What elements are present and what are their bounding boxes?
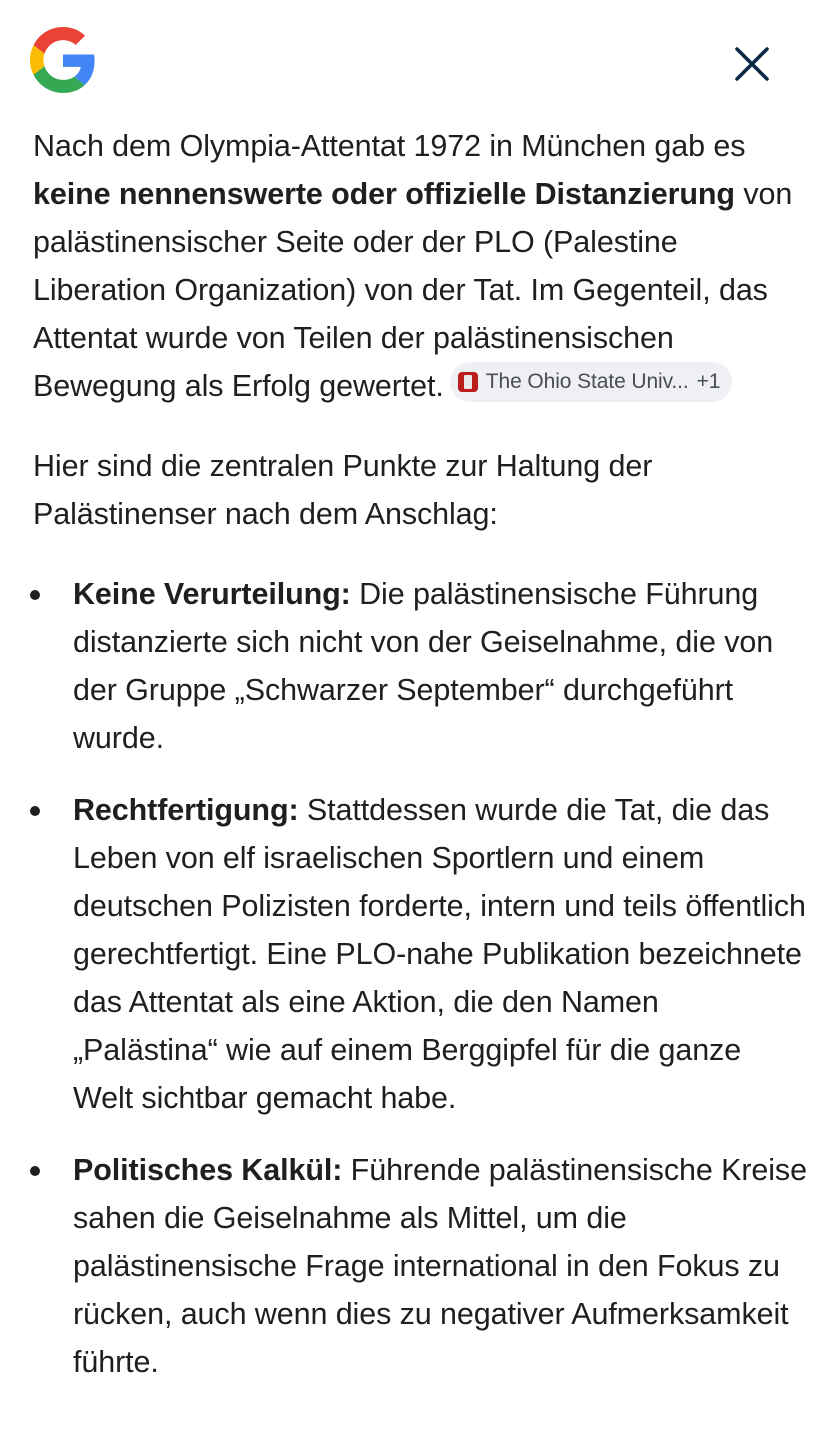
- bullet-icon: [30, 1166, 40, 1176]
- answer-content: [33, 122, 808, 1410]
- point-text: Stattdessen wurde die Tat, die das Leben von elf israelischen Sportlern und einem deutschen Polizisten forderte, intern und teils öffentlich gerechtfertigt. Eine PLO-nahe Publikation bezeichnete das Attentat als eine Aktion, die den Namen „Palästina“ wie auf einem Berggipfel für die ganze Welt sichtbar gemacht habe.: [73, 793, 806, 1115]
- intro-text-bold: keine nennenswerte oder offizielle Distanzierung: [33, 177, 735, 211]
- key-points-list: [33, 570, 808, 1386]
- close-icon: [734, 46, 770, 82]
- source-chip-extra-count: +1: [696, 370, 721, 393]
- list-item: [33, 1146, 808, 1386]
- bullet-icon: [30, 590, 40, 600]
- list-item: [33, 570, 808, 762]
- lead-paragraph: Hier sind die zentralen Punkte zur Haltung der Palästinenser nach dem Anschlag:: [33, 449, 653, 531]
- point-title: Rechtfertigung:: [73, 793, 299, 827]
- intro-text-post: von palästinensischer Seite oder der PLO (Palestine Liberation Organization) von der Tat. Im Gegenteil, das Attentat wurde von Teilen der palästinensischen Bewegung als Erfolg gewertet.: [33, 177, 793, 403]
- google-g-icon: [30, 27, 96, 93]
- ohio-state-favicon-icon: [458, 372, 478, 392]
- point-text: Die palästinensische Führung distanzierte sich nicht von der Geiselnahme, die von der Gruppe „Schwarzer September“ durchgeführt wurde.: [73, 577, 774, 755]
- point-title: Keine Verurteilung:: [73, 577, 351, 611]
- list-item: [33, 786, 808, 1122]
- source-chip[interactable]: [450, 362, 733, 402]
- point-text: Führende palästinensische Kreise sahen die Geiselnahme als Mittel, um die palästinensische Frage international in den Fokus zu rücken, auch wenn dies zu negativer Aufmerksamkeit führte.: [73, 1153, 807, 1379]
- intro-text-pre: Nach dem Olympia-Attentat 1972 in München gab es: [33, 129, 746, 163]
- bullet-icon: [30, 806, 40, 816]
- close-button[interactable]: [724, 36, 780, 92]
- intro-paragraph: [33, 122, 808, 410]
- top-bar: [0, 0, 828, 120]
- source-chip-label: The Ohio State Univ...: [485, 370, 689, 393]
- point-title: Politisches Kalkül:: [73, 1153, 343, 1187]
